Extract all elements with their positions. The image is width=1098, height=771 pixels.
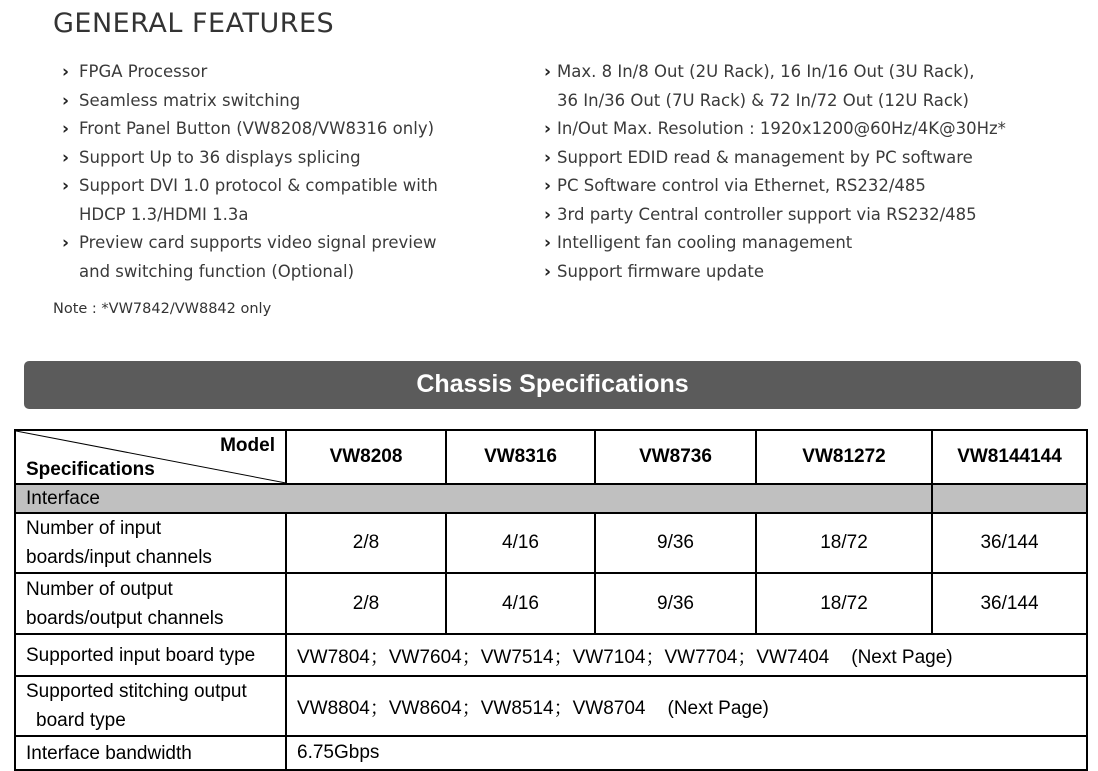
- feature-text: Front Panel Button (VW8208/VW8316 only): [79, 119, 435, 138]
- feature-text: PC Software control via Ethernet, RS232/485: [557, 176, 926, 195]
- feature-text: Seamless matrix switching: [79, 90, 301, 110]
- table-cell: 18/72: [756, 513, 932, 573]
- output-board-next-page: (Next Page): [667, 697, 769, 719]
- row-label-input-board: Supported input board type: [15, 634, 286, 676]
- bandwidth-value: 6.75Gbps: [286, 736, 1087, 770]
- row-output-channels: [15, 573, 1087, 634]
- feature-text: In/Out Max. Resolution : 1920x1200@60Hz/4K@30Hz*: [557, 119, 1006, 138]
- chassis-specifications-banner: Chassis Specifications: [24, 361, 1081, 409]
- row-label-output-line1: Number of output: [26, 578, 173, 600]
- feature-item: [62, 229, 482, 286]
- feature-text: 3rd party Central controller support via RS232/485: [557, 204, 977, 224]
- row-label-input-line1: Number of input: [26, 518, 162, 539]
- chevron-right-icon: ›: [544, 119, 552, 139]
- feature-text: Max. 8 In/8 Out (2U Rack), 16 In/16 Out (3U Rack),: [557, 62, 975, 81]
- general-features-title: GENERAL FEATURES: [53, 8, 335, 39]
- feature-item: [544, 172, 1084, 201]
- feature-text: Support Up to 36 displays splicing: [79, 147, 361, 167]
- feature-text: HDCP 1.3/HDMI 1.3a: [79, 204, 249, 224]
- feature-text: and switching function (Optional): [79, 261, 355, 281]
- row-label-output-board: [15, 676, 286, 736]
- output-board-names: VW8804；VW8604；VW8514；VW8704: [297, 697, 646, 719]
- feature-item: [544, 58, 1084, 115]
- model-header-label: Model: [220, 435, 275, 456]
- input-board-names: VW7804；VW7604；VW7514；VW7104；VW7704；VW7404: [297, 646, 830, 668]
- feature-item: [62, 144, 482, 173]
- section-filler: [932, 484, 1087, 513]
- section-row-interface: [15, 484, 1087, 513]
- chevron-right-icon: ›: [62, 233, 70, 253]
- feature-item: [544, 115, 1084, 144]
- table-cell: 36/144: [932, 573, 1087, 634]
- table-cell: 4/16: [446, 513, 595, 573]
- feature-text: 36 In/36 Out (7U Rack) & 72 In/72 Out (12U Rack): [557, 90, 969, 110]
- chassis-spec-table: [14, 429, 1088, 771]
- row-input-channels: [15, 513, 1087, 573]
- row-label-output-board-line2: board type: [36, 710, 126, 731]
- section-label-interface: Interface: [15, 484, 932, 513]
- table-cell: 18/72: [756, 573, 932, 634]
- table-cell: 2/8: [286, 573, 446, 634]
- input-board-list: [286, 634, 1087, 676]
- table-cell: 9/36: [595, 573, 756, 634]
- feature-item: [544, 229, 1084, 258]
- feature-text: Support firmware update: [557, 261, 764, 281]
- chevron-right-icon: ›: [62, 119, 70, 139]
- table-cell: 36/144: [932, 513, 1087, 573]
- model-vw8208: VW8208: [286, 430, 446, 484]
- feature-item: [62, 115, 482, 144]
- chevron-right-icon: ›: [62, 62, 70, 82]
- row-label-input: [15, 513, 286, 573]
- feature-item: [62, 58, 482, 87]
- model-vw8316: VW8316: [446, 430, 595, 484]
- chevron-right-icon: ›: [62, 90, 70, 111]
- feature-item: [544, 258, 1084, 287]
- chevron-right-icon: ›: [544, 233, 552, 253]
- feature-list-left: [62, 58, 482, 286]
- footnote: Note : *VW7842/VW8842 only: [53, 301, 272, 317]
- row-interface-bandwidth: [15, 736, 1087, 770]
- table-cell: 2/8: [286, 513, 446, 573]
- feature-text: Preview card supports video signal preview: [79, 233, 437, 252]
- input-board-next-page: (Next Page): [851, 646, 953, 668]
- feature-text: FPGA Processor: [79, 62, 208, 81]
- row-label-output-board-line1: Supported stitching output: [26, 681, 247, 702]
- chevron-right-icon: ›: [544, 147, 552, 168]
- row-input-board-type: [15, 634, 1087, 676]
- row-label-bandwidth: Interface bandwidth: [15, 736, 286, 770]
- model-vw81272: VW81272: [756, 430, 932, 484]
- header-corner-cell: [15, 430, 286, 484]
- chevron-right-icon: ›: [62, 147, 70, 168]
- chevron-right-icon: ›: [62, 176, 70, 196]
- row-label-output-line2: boards/output channels: [26, 607, 224, 629]
- specifications-header-label: Specifications: [26, 459, 155, 480]
- feature-item: [62, 172, 482, 229]
- table-cell: 4/16: [446, 573, 595, 634]
- chevron-right-icon: ›: [544, 204, 552, 225]
- chevron-right-icon: ›: [544, 261, 552, 282]
- model-vw8144144: VW8144144: [932, 430, 1087, 484]
- table-cell: 9/36: [595, 513, 756, 573]
- header-row: [15, 430, 1087, 484]
- chevron-right-icon: ›: [544, 176, 552, 196]
- feature-item: [544, 201, 1084, 230]
- output-board-list: [286, 676, 1087, 736]
- row-output-board-type: [15, 676, 1087, 736]
- feature-text: Intelligent fan cooling management: [557, 233, 853, 252]
- feature-text: Support EDID read & management by PC software: [557, 147, 973, 167]
- feature-list-right: [544, 58, 1084, 286]
- row-label-input-line2: boards/input channels: [26, 547, 212, 568]
- model-vw8736: VW8736: [595, 430, 756, 484]
- row-label-output: [15, 573, 286, 634]
- feature-item: [544, 144, 1084, 173]
- feature-item: [62, 87, 482, 116]
- chevron-right-icon: ›: [544, 62, 552, 82]
- feature-text: Support DVI 1.0 protocol & compatible with: [79, 176, 438, 195]
